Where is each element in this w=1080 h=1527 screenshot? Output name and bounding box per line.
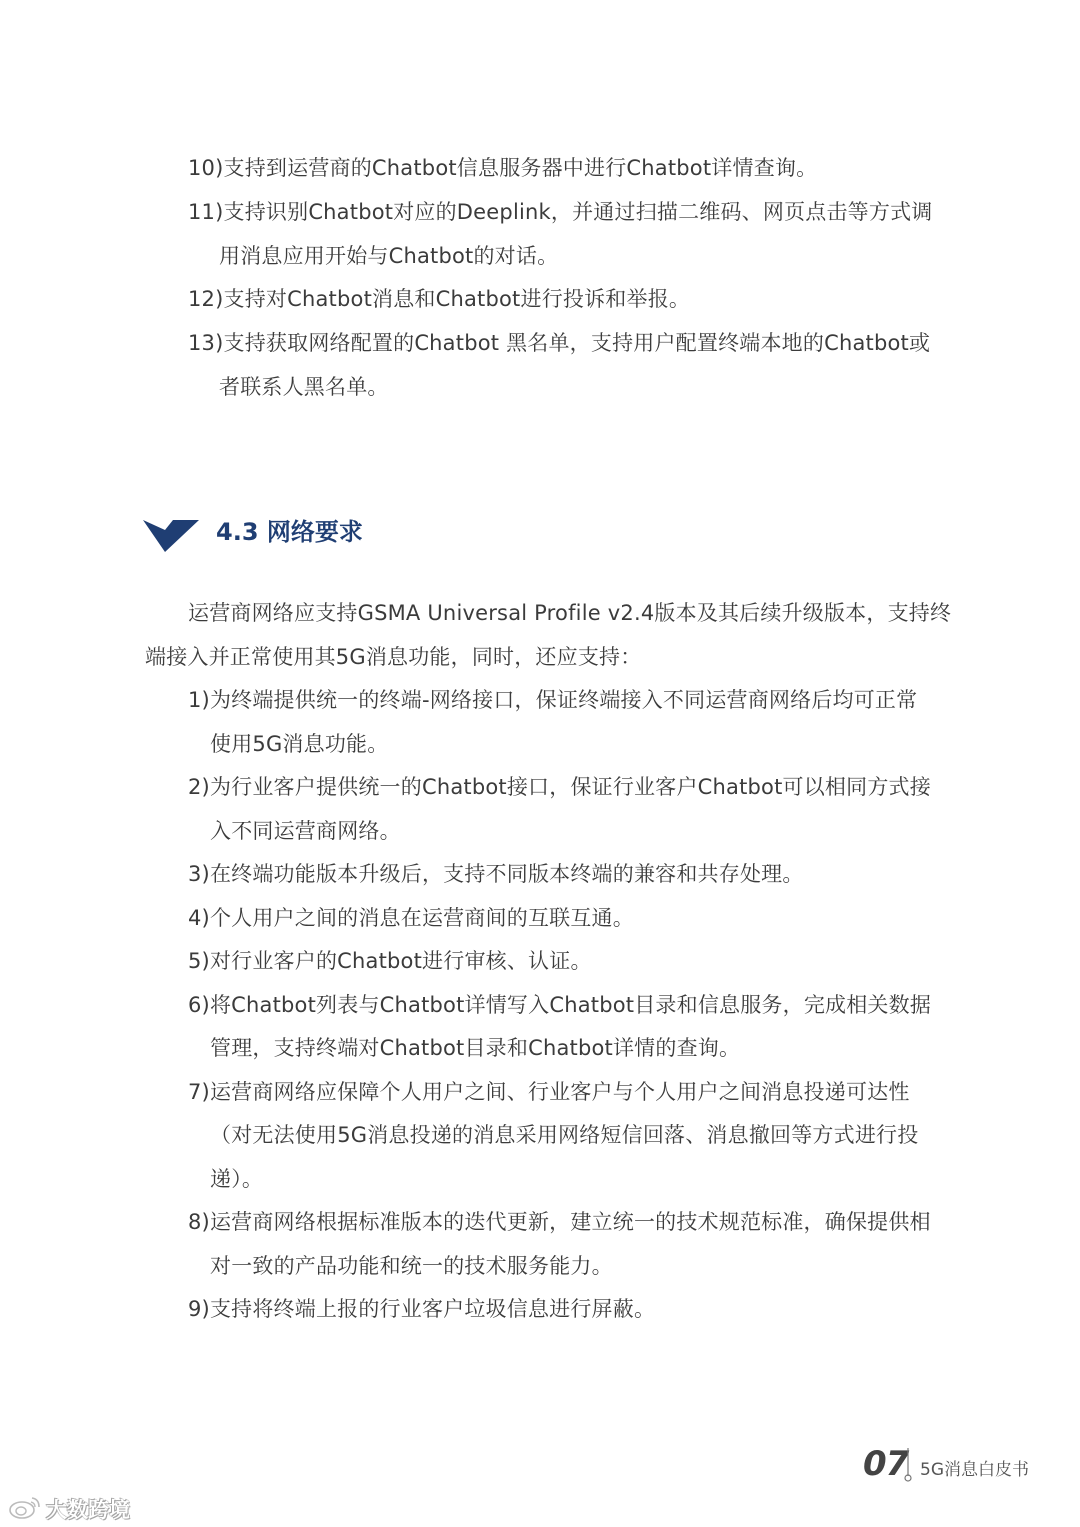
page-number: 07 xyxy=(863,1444,909,1484)
list-item: 13)支持获取网络配置的Chatbot 黑名单，支持用户配置终端本地的Chatbot或 xyxy=(188,331,931,355)
list-item: 3)在终端功能版本升级后，支持不同版本终端的兼容和共存处理。 xyxy=(188,862,804,886)
list-item: 11)支持识别Chatbot对应的Deeplink，并通过扫描二维码、网页点击等方式调 xyxy=(188,200,933,224)
list-item: 6)将Chatbot列表与Chatbot详情写入Chatbot目录和信息服务，完成相关数据 xyxy=(188,993,932,1017)
list-item: 1)为终端提供统一的终端-网络接口，保证终端接入不同运营商网络后均可正常 xyxy=(188,688,918,712)
section-title: 4.3 网络要求 xyxy=(216,518,363,546)
paragraph-line: 端接入并正常使用其5G消息功能，同时，还应支持： xyxy=(145,645,642,669)
watermark xyxy=(6,1492,166,1522)
document-title: 5G消息白皮书 xyxy=(920,1460,1029,1480)
list-item: 8)运营商网络根据标准版本的迭代更新，建立统一的技术规范标准，确保提供相 xyxy=(188,1210,931,1234)
list-item: 10)支持到运营商的Chatbot信息服务器中进行Chatbot详情查询。 xyxy=(188,156,818,180)
list-item-continuation: 递）。 xyxy=(210,1167,264,1191)
paragraph-line: 运营商网络应支持GSMA Universal Profile v2.4版本及其后续升级版本，支持终 xyxy=(188,601,952,625)
list-item: 7)运营商网络应保障个人用户之间、行业客户与个人用户之间消息投递可达性 xyxy=(188,1080,910,1104)
list-item-continuation: 用消息应用开始与Chatbot的对话。 xyxy=(219,244,559,268)
list-item-continuation: 入不同运营商网络。 xyxy=(210,819,401,843)
page-separator-icon xyxy=(904,1448,918,1484)
list-item: 9)支持将终端上报的行业客户垃圾信息进行屏蔽。 xyxy=(188,1297,656,1321)
section-heading xyxy=(143,514,543,554)
list-item: 5)对行业客户的Chatbot进行审核、认证。 xyxy=(188,949,592,973)
list-item-continuation: 使用5G消息功能。 xyxy=(210,732,389,756)
weibo-logo-icon xyxy=(8,1494,42,1520)
list-item: 4)个人用户之间的消息在运营商间的互联互通。 xyxy=(188,906,634,930)
list-item-continuation: 对一致的产品功能和统一的技术服务能力。 xyxy=(210,1254,613,1278)
triangle-marker-icon xyxy=(143,520,199,552)
list-item: 2)为行业客户提供统一的Chatbot接口，保证行业客户Chatbot可以相同方式接 xyxy=(188,775,931,799)
list-item-continuation: 者联系人黑名单。 xyxy=(219,375,389,399)
watermark-text: 大数跨境 xyxy=(46,1498,130,1522)
list-item-continuation: 管理，支持终端对Chatbot目录和Chatbot详情的查询。 xyxy=(210,1036,741,1060)
list-item: 12)支持对Chatbot消息和Chatbot进行投诉和举报。 xyxy=(188,287,691,311)
page-footer xyxy=(860,1440,1060,1490)
list-item-continuation: （对无法使用5G消息投递的消息采用网络短信回落、消息撤回等方式进行投 xyxy=(210,1123,919,1147)
